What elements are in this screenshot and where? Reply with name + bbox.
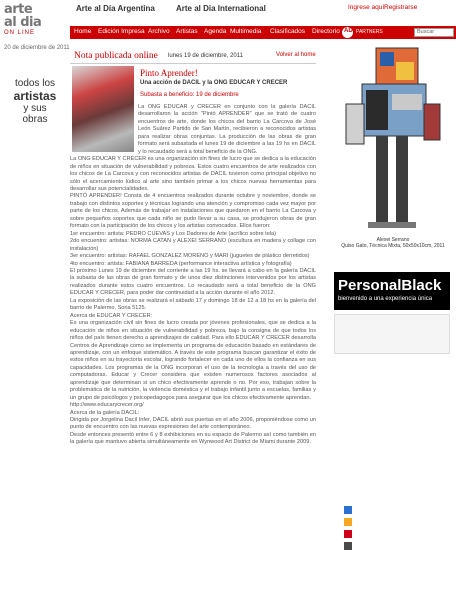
nav-home[interactable]: Home	[74, 28, 92, 35]
caption-detail: Quiso Gato, Técnica Mixta, 50x50x10cm, 2011	[341, 243, 445, 249]
artwork-arm	[346, 104, 364, 144]
featured-artwork[interactable]	[336, 44, 448, 236]
artists-ad[interactable]	[10, 78, 60, 125]
nav-artistas[interactable]: Artistas	[176, 28, 198, 35]
argentina-link[interactable]: Arte al Día Argentina	[76, 4, 155, 13]
paragraph: 2do encuentro: artistas: NORMA CATAN y ALEXEI SERRANO (escultura en madera y collage con instalación)	[70, 238, 316, 252]
artwork-detail	[380, 52, 394, 66]
article-event-date: Subasta a beneficio: 19 de diciembre	[140, 92, 239, 98]
paragraph: Es una organización civil sin fines de lucro creada por jóvenes profesionales, que se dedica a la educación de niños en situación de vulnerabilidad y pobreza, bajo la consigna de que todos los niños del país tienen derecho a aprendizajes de calidad. Para ello EDUCAR Y CRECER desarrolla Centros de Aprendizaje como se implementa un programa de educación basado en estándares de aprendizaje, con un enfoque sistemático. A través de este programa buscan garantizar el éxito de estos niños en su trayectoria escolar, logrando fortalecer en cada uno de ellos la confianza en sus capacidades. Los programas de la ONG incorporan el uso de la tecnología a través del uso de computadoras. Educar y Crecer considera que existen numerosos factores asociados al aprendizaje que determinan si un chico efectivamente aprende o no. Por eso, trabajan sobre la problemática de la nutrición, la violencia doméstica y el trabajo infantil junto a escuelas, familias y un grupo de psicólogos y psicopedagogos para asegurar que los chicos efectivamente aprendan.	[70, 320, 316, 401]
partners-label[interactable]: PARTNERS	[356, 29, 383, 35]
site-logo[interactable]	[0, 0, 72, 44]
paragraph: Dirigida por Jorgelina Dacil Infer, DACIL abrió sus puertas en el año 2006, proponiéndose como un punto de encuentro con las nuevas expresiones del arte contemporáneo.	[70, 417, 316, 431]
artwork-leg	[396, 136, 408, 224]
tower-block	[344, 530, 352, 538]
artwork-leg	[376, 136, 388, 224]
logo-line1: arte	[4, 2, 33, 17]
artwork-detail	[392, 94, 422, 110]
nav-directorio[interactable]: Directorio	[312, 28, 340, 35]
article-header	[70, 50, 316, 64]
paragraph: La ONG EDUCAR y CRECER en conjunto con la galería DACIL desarrollaron la acción "Pintó APRENDER" que se trató de cuatro encuentros de arte, donde los chicos del barrio La Carcova de José León Suárez Partido de San Martín, recibieron a reconocidos artistas para realizar obras conjuntas. La producción de las obras de gran formato será subastada el lunes 19 de diciembre a las 19 hs en DACIL y lo recaudado será a total beneficio de la ONG.	[138, 104, 316, 155]
current-date: 20 de diciembre de 2011	[4, 45, 70, 51]
search-input[interactable]: Buscar	[414, 28, 454, 37]
publish-date: lunes 19 de diciembre, 2011	[168, 53, 243, 59]
external-link[interactable]: http://www.educarycrecer.org/	[70, 402, 144, 409]
ad-title: PersonalBlack	[338, 277, 442, 294]
section-title: Nota publicada online	[74, 51, 158, 61]
top-bar	[72, 0, 456, 18]
artwork-caption	[330, 237, 456, 249]
register-link[interactable]: Registrarse	[384, 4, 418, 11]
login-link[interactable]: Ingrese aquí	[348, 4, 385, 11]
logo-line3: ON LINE	[4, 30, 36, 36]
artwork-detail	[366, 90, 388, 130]
nav-agenda[interactable]: Agenda	[204, 28, 227, 35]
nav-edicion-impresa[interactable]: Edición Impresa	[98, 28, 145, 35]
paragraph: 4to encuentro: artista: FABIANA BARREDA (performance interactiva artística y fotografía)	[70, 260, 292, 267]
paragraph: La exposición de las obras se realizará el sábado 17 y domingo 18 de 12 a 18 hs en la galería del barrio de Palermo, Soria 5125.	[70, 297, 316, 312]
ad-subtitle: bienvenido a una experiencia única	[338, 296, 433, 302]
logo-line2: al dia	[4, 15, 42, 30]
paragraph: El próximo Lunes 19 de diciembre del corriente a las 19 hs. se llevará a cabo en la galería DACIL la subasta de las obras de gran formato y de unos diez distinciones intervenidos por los artistas realizados durante estos cuatro encuentros. Lo recaudado será a total beneficio de la ONG EDUCAR Y CRECER, para poder dar continuidad a la acción durante el año 2012.	[70, 267, 316, 297]
artwork-base	[368, 222, 416, 228]
paragraph: La ONG EDUCAR Y CRECER es una organización sin fines de lucro que se dedica a la educación de niños en situación de vulnerabilidad y pobreza. Estos cuatro encuentros de arte realizados con los chicos de La Carcova y con reconocidos artistas de DACIL tuvieron como principal objetivo no sólo el acercamiento lúdico al arte sino también primar a los chicos nuevas herramientas para desarrollar sus potencialidades.	[70, 156, 316, 192]
article-title: Pinto Aprender!	[140, 68, 198, 78]
artwork-detail	[396, 62, 414, 80]
ad-line1: todos los	[14, 78, 56, 89]
international-link[interactable]: Arte al Dia International	[176, 4, 266, 13]
paragraph: Desde entonces presentó entre 6 y 8 exhibiciones en su espacio de Palermo así como también en la galería que mantuvo abierta simultáneamente en Wynwood Art District de Miami durante 2009.	[70, 431, 316, 446]
main-nav	[70, 26, 456, 39]
paragraph: 3er encuentro: artistas: RAFAEL GONZALEZ MORENO y MARI (juguetes de plástico derretidos)	[70, 253, 310, 260]
tower-block	[344, 542, 352, 550]
tower-block	[344, 506, 352, 514]
article-subtitle: Una acción de DACIL y la ONG EDUCAR Y CRECER	[140, 80, 288, 86]
artwork-arm	[424, 104, 440, 140]
nav-clasificados[interactable]: Clasificados	[270, 28, 306, 35]
decorative-tower-icon	[334, 500, 364, 560]
ad-line3: y sus obras	[22, 103, 48, 125]
ad-line2: artistas	[13, 89, 57, 103]
paragraph: Acerca de la galería DACIL:	[70, 409, 140, 416]
tower-block	[344, 518, 352, 526]
paragraph: Acerca de EDUCAR Y CRECER:	[70, 312, 153, 319]
partner-icon[interactable]: AD	[342, 27, 353, 38]
caption-artist: Alexei Serrano	[376, 237, 410, 243]
back-home-link[interactable]: Volver al home	[276, 52, 316, 58]
paragraph: PINTÓ APRENDER! Consta de 4 encuentros realizados durante octubre y noviembre, donde se trabajo con distintos soportes y técnicas logrando una atención y compromiso cada vez mayor por parte de los chicos. Además de trabajar en instalaciones que quedaron en el barrio La Carcova y sobre pequeños soportes que cada niño se pudo llevar a su casa, se produjeron obras de gran formato con la participación de los chicos y los artistas convocados. Ellos fueron:	[70, 193, 316, 230]
nav-multimedia[interactable]: Multimedia	[230, 28, 262, 35]
secondary-ad[interactable]	[334, 314, 450, 354]
nav-archivo[interactable]: Archivo	[148, 28, 170, 35]
personal-black-ad[interactable]	[334, 272, 450, 310]
article-body	[70, 104, 316, 447]
paragraph: 1er encuentro: artista: PEDRO CUEVAS y Los Dadores de Arte (acrílico sobre tela)	[70, 230, 277, 237]
